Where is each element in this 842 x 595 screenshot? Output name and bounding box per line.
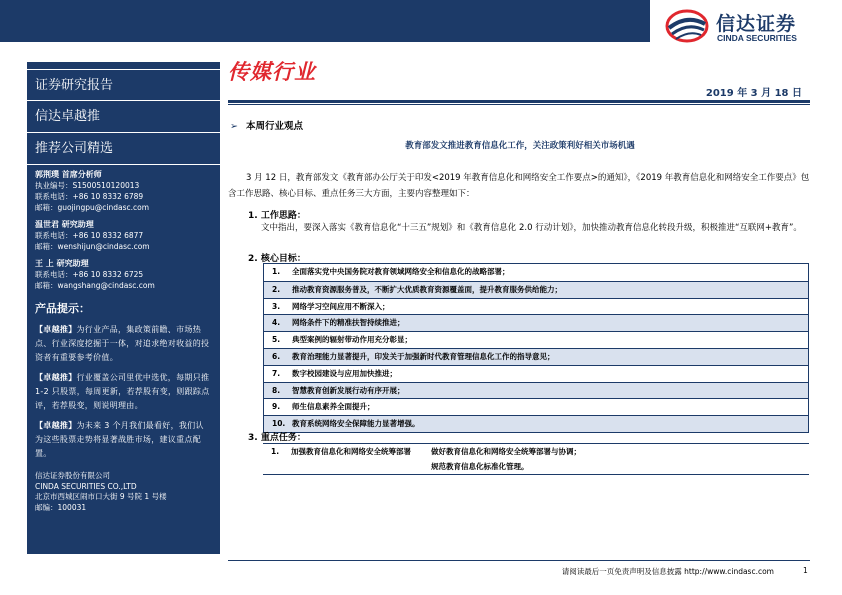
goal-number: 5. — [272, 335, 281, 345]
sidebar-heading-series: 信达卓越推 — [27, 101, 220, 133]
analyst-name: 王 上 研究助理 — [35, 259, 89, 268]
analyst-license: 执业编号：S1500510120013 — [35, 181, 140, 190]
table-row — [264, 331, 808, 348]
brand-logo — [664, 6, 842, 46]
product-tips-title: 产品提示： — [35, 302, 90, 315]
company-address: 北京市西城区闹市口大街 9 号院 1 号楼 — [35, 492, 167, 501]
analyst-email[interactable]: 邮箱：wangshang@cindasc.com — [35, 281, 155, 290]
footer-disclaimer[interactable]: 请阅读最后一页免责声明及信息披露 http://www.cindasc.com — [561, 567, 774, 576]
section-heading-text: 本周行业观点 — [245, 121, 303, 132]
task-detail: 规范教育信息化标准化管理。 — [431, 462, 529, 471]
goal-number: 2. — [272, 284, 281, 294]
analyst-phone: 联系电话：+86 10 8332 6725 — [35, 270, 144, 279]
goal-number: 6. — [272, 351, 281, 361]
table-row — [264, 415, 808, 432]
goal-number: 10. — [272, 419, 286, 429]
company-postcode: 邮编：100031 — [35, 502, 87, 512]
tip-tag: 【卓越推】 — [35, 421, 77, 430]
goal-text: 数字校园建设与应用加快推进； — [292, 368, 397, 378]
table-row — [264, 398, 808, 415]
brand-name: 信达证券 — [716, 13, 797, 35]
analyst-phone: 联系电话：+86 10 8332 6877 — [35, 231, 144, 240]
goal-text: 全面落实党中央国务院对教育领域网络安全和信息化的战略部署； — [292, 267, 510, 276]
table-row — [263, 444, 809, 459]
header-bar — [0, 0, 650, 42]
analyst-name: 郭荆璞 首席分析师 — [35, 170, 102, 179]
goal-text: 网络学习空间应用不断深入； — [292, 301, 390, 311]
sidebar-heading-picks: 推荐公司精选 — [27, 133, 220, 165]
arrow-bullet-icon: ➢ — [230, 121, 238, 132]
goal-number: 7. — [272, 368, 281, 378]
item-work-approach-text: 文中指出，要深入落实《教育信息化“十三五”规划》和《教育信息化 2.0 行动计划》，加快推动教育信息化转段升级，积极推进“互联网+教育”。 — [261, 223, 802, 233]
key-tasks-table — [263, 443, 809, 475]
header-rule-thin — [228, 104, 810, 105]
article-subtitle: 教育部发文推进教育信息化工作，关注政策利好相关市场机遇 — [405, 141, 635, 151]
sidebar-content — [27, 165, 220, 513]
analyst-card — [35, 169, 212, 213]
goal-number: 8. — [272, 385, 281, 395]
goal-text: 智慧教育创新发展行动有序开展； — [292, 385, 405, 395]
analyst-card — [35, 258, 212, 291]
company-name: 信达证券股份有限公司 — [35, 471, 110, 480]
goal-text: 教育治理能力显著提升，印发关于加强新时代教育管理信息化工作的指导意见； — [292, 351, 555, 361]
table-row — [264, 298, 808, 315]
page-number: 1 — [803, 566, 808, 575]
task-name — [291, 459, 431, 474]
company-name-en: CINDA SECURITIES CO.,LTD — [35, 481, 137, 491]
tip-text: 行业覆盖公司里优中选优，每期只推 1-2 只股票，每周更新，若荐股有变，则跟踪点评，若荐股变，则说明理由。 — [35, 373, 210, 410]
product-tip — [35, 323, 212, 365]
goal-text: 网络条件下的精准扶智持续推进； — [292, 318, 405, 328]
analyst-card — [35, 219, 212, 252]
tip-text: 为行业产品，集政策前瞻、市场热点、行业深度挖掘于一体，对追求绝对收益的投资者有重要参考价值。 — [35, 325, 210, 362]
product-tip — [35, 371, 212, 413]
table-row — [264, 348, 808, 365]
analyst-email[interactable]: 邮箱：wenshijun@cindasc.com — [35, 242, 150, 251]
company-info — [35, 471, 212, 513]
table-row — [264, 382, 808, 399]
intro-paragraph: 3 月 12 日，教育部发文《教育部办公厅关于印发<2019 年教育信息化和网络安全工作要点>的通知》，《2019 年教育信息化和网络安全工作要点》包含工作思路、核心目标、重点任务三大方面，主要内容整理如下： — [228, 173, 810, 199]
task-number — [263, 459, 291, 474]
item-work-approach-title: 1. 工作思路： — [248, 211, 306, 221]
analyst-phone: 联系电话：+86 10 8332 6789 — [35, 192, 144, 201]
analyst-email[interactable]: 邮箱：guojingpu@cindasc.com — [35, 203, 150, 212]
goal-text: 推动教育资源服务普及，不断扩大优质教育资源覆盖面，提升教育服务供给能力； — [292, 284, 562, 294]
section-heading — [230, 118, 303, 132]
item-key-tasks-title: 3. 重点任务： — [248, 433, 306, 443]
product-tip — [35, 419, 212, 461]
task-name: 加强教育信息化和网络安全统筹部署 — [291, 447, 411, 456]
brand-name-en: CINDA SECURITIES — [717, 33, 797, 43]
task-number: 1. — [271, 447, 280, 456]
industry-title: 传媒行业 — [228, 60, 316, 84]
core-goals-table — [263, 263, 809, 433]
goal-number: 3. — [272, 301, 281, 311]
table-row — [264, 281, 808, 298]
sidebar — [27, 62, 220, 554]
goal-number: 4. — [272, 318, 281, 328]
header-rule — [228, 100, 810, 103]
analyst-name: 温世君 研究助理 — [35, 220, 94, 229]
table-row — [264, 365, 808, 382]
tip-tag: 【卓越推】 — [35, 373, 77, 382]
tip-tag: 【卓越推】 — [35, 325, 77, 334]
cinda-logo-icon — [664, 8, 710, 44]
task-detail: 做好教育信息化和网络安全统筹部署与协调； — [431, 447, 581, 456]
goal-text: 教育系统网络安全保障能力显著增强。 — [292, 419, 420, 429]
tip-text: 为未来 3 个月我们最看好，我们认为这些股票走势将显著战胜市场，建议重点配置。 — [35, 421, 204, 458]
sidebar-heading-report: 证券研究报告 — [27, 69, 220, 101]
table-row — [264, 314, 808, 331]
goal-number: 1. — [272, 267, 281, 276]
report-date: 2019 年 3 月 18 日 — [705, 88, 802, 99]
footer-rule — [228, 560, 810, 561]
goal-text: 师生信息素养全面提升； — [292, 402, 375, 412]
goal-number: 9. — [272, 402, 281, 412]
table-row — [263, 459, 809, 474]
table-row — [264, 264, 808, 281]
goal-text: 典型案例的辐射带动作用充分彰显； — [292, 335, 412, 345]
item-core-goals-title: 2. 核心目标： — [248, 254, 306, 264]
